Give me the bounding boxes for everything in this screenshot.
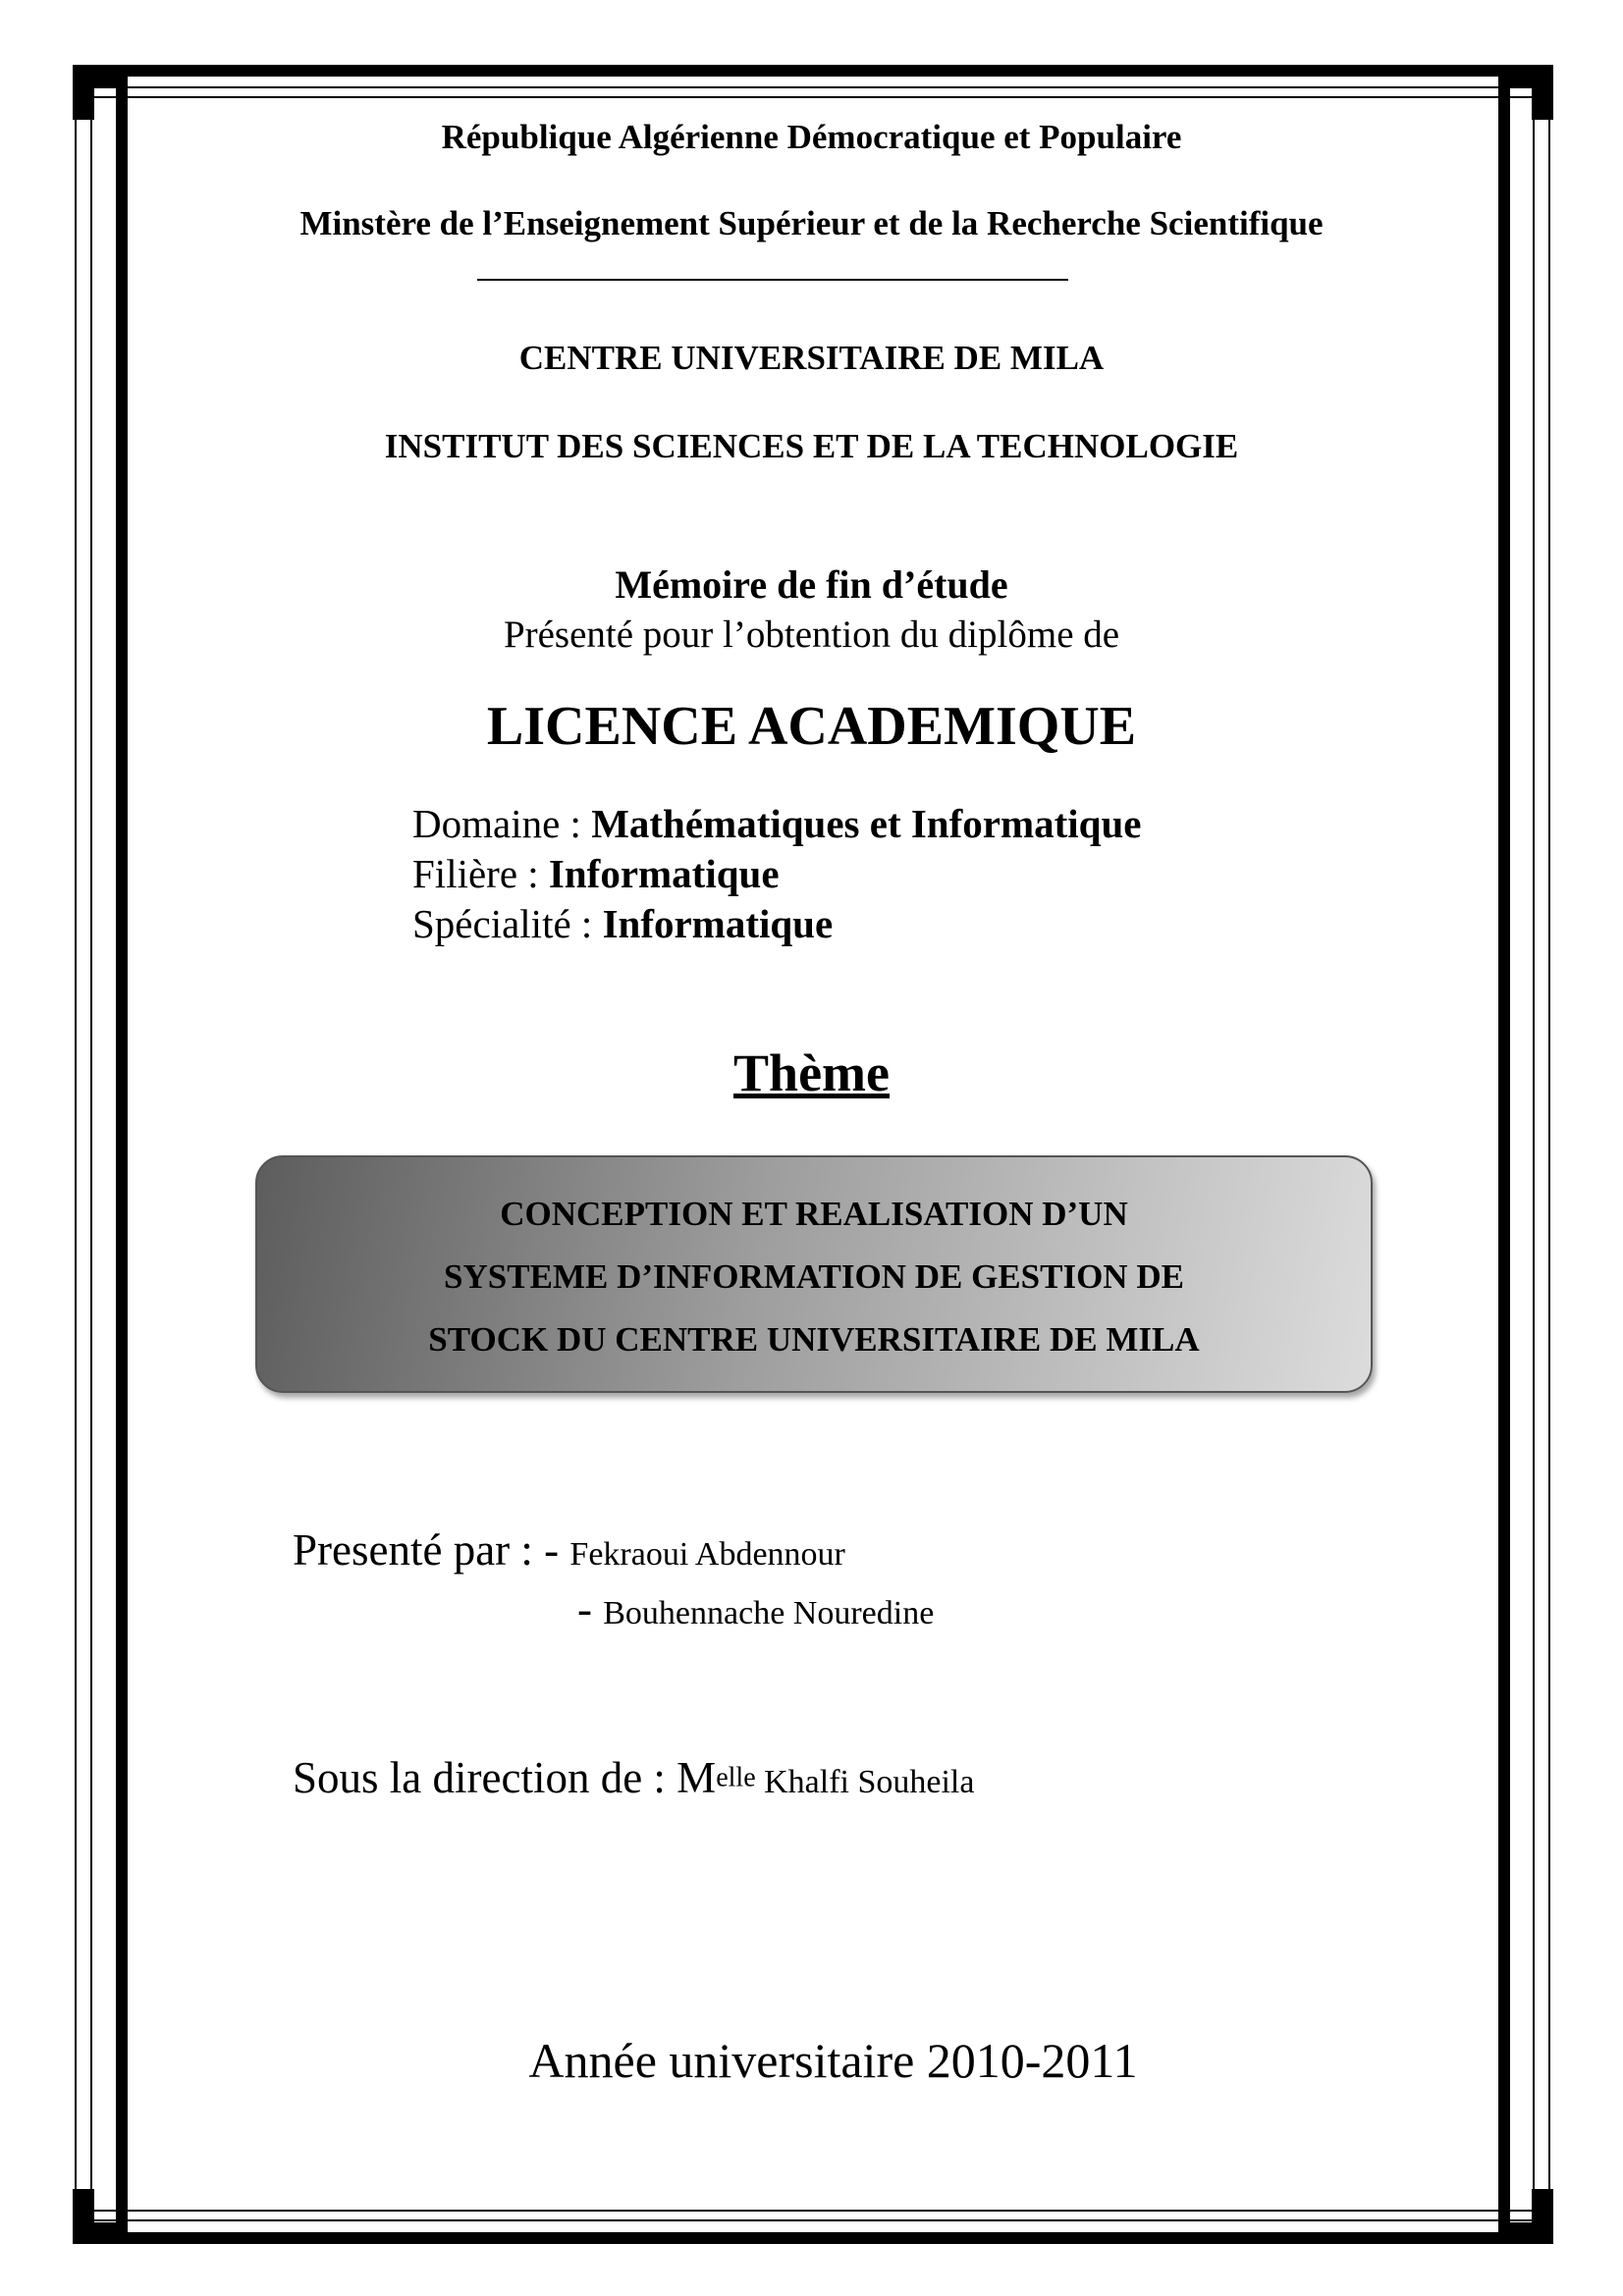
supervisor-name: Khalfi Souheila <box>755 1764 975 1800</box>
author-dash: - <box>544 1525 570 1575</box>
authors-second-line <box>577 1583 934 1634</box>
authors-label: Presenté par : <box>293 1525 545 1575</box>
institute-name: INSTITUT DES SCIENCES ET DE LA TECHNOLOGIE <box>384 427 1239 465</box>
author-dash: - <box>577 1584 604 1633</box>
author-name-2: Bouhennache Nouredine <box>603 1595 935 1631</box>
filiere-label: Filière : <box>412 851 549 896</box>
supervisor-title-superscript: elle <box>716 1762 756 1793</box>
domaine-line <box>412 800 1141 847</box>
memoire-title: Mémoire de fin d’étude <box>615 562 1008 607</box>
theme-line-2: SYSTEME D’INFORMATION DE GESTION DE <box>444 1257 1184 1296</box>
presented-for-text: Présenté pour l’obtention du diplôme de <box>503 614 1120 656</box>
filiere-value: Informatique <box>548 851 780 896</box>
frame-corner-bottom-right-vertical <box>1532 2189 1553 2244</box>
supervisor-line <box>293 1752 974 1803</box>
filiere-line <box>412 850 780 897</box>
theme-line-3: STOCK DU CENTRE UNIVERSITAIRE DE MILA <box>428 1320 1200 1359</box>
specialite-line <box>412 900 833 947</box>
domaine-label: Domaine : <box>412 801 592 846</box>
theme-heading: Thème <box>733 1043 890 1102</box>
supervisor-label: Sous la direction de : M <box>293 1753 717 1802</box>
republic-name: République Algérienne Démocratique et Populaire <box>441 118 1182 156</box>
frame-corner-bottom-left-vertical <box>73 2189 94 2244</box>
academic-year: Année universitaire 2010-2011 <box>528 2033 1138 2088</box>
ministry-name: Minstère de l’Enseignement Supérieur et de la Recherche Scientifique <box>299 204 1324 242</box>
header-divider <box>477 279 1068 281</box>
authors-first-line <box>293 1524 845 1575</box>
university-name: CENTRE UNIVERSITAIRE DE MILA <box>518 339 1105 377</box>
specialite-value: Informatique <box>602 901 834 946</box>
specialite-label: Spécialité : <box>412 901 603 946</box>
domaine-value: Mathématiques et Informatique <box>591 801 1142 846</box>
frame-corner-top-right-vertical <box>1532 65 1553 120</box>
degree-title: LICENCE ACADEMIQUE <box>486 696 1137 757</box>
theme-line-1: CONCEPTION ET REALISATION D’UN <box>500 1195 1128 1233</box>
frame-corner-top-left-vertical <box>73 65 94 120</box>
page-frame-inner-line <box>90 96 1535 2212</box>
author-name-1: Fekraoui Abdennour <box>569 1536 845 1573</box>
